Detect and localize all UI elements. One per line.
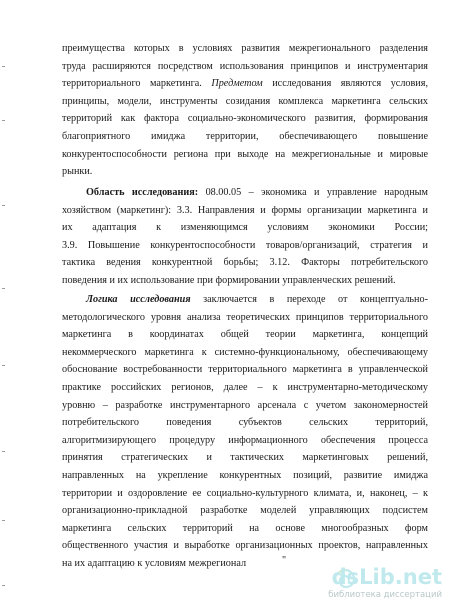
text-line: благоприятного имиджа территории, обеспечивающего повышение	[62, 130, 428, 142]
subject-label: Предметом	[211, 78, 263, 90]
area-label: Область исследования:	[86, 187, 199, 198]
text-fragment: территориального маркетинга.	[62, 78, 202, 90]
text-line	[62, 184, 428, 202]
text-line	[62, 291, 428, 309]
text-fragment: заключается в переходе от концептуально-	[190, 294, 428, 305]
text-line: тактика ведения конкурентной борьбы; 3.12. Факторы потребительского	[62, 257, 428, 269]
text-line: преимущества которых в условиях развития межрегионального разделения	[62, 43, 428, 54]
text-line: организационно-прикладной разработке моделей управляющих подсистем	[62, 505, 428, 517]
text-line: потребительского поведения субъектов сельских территорий,	[62, 417, 428, 429]
text-line: уровню – разработке инструментарного арсенала с учетом закономерностей	[62, 399, 428, 411]
text-line: маркетинга в координатах общей теории маркетинга, концепций	[62, 329, 428, 341]
research-logic-paragraph	[62, 291, 428, 573]
dslib-watermark	[328, 565, 442, 605]
text-line: некоммерческого маркетинга к системно-функциональному, обеспечивающему	[62, 346, 428, 358]
watermark-logo-text: dsLib.net	[331, 565, 442, 589]
text-line: направленных на укрепление конкурентных позиций, развитие имиджа	[62, 469, 428, 481]
text-line: территории и оздоровление ее социально-культурного климата, и, наконец, – к	[62, 487, 428, 499]
text-line: методологического уровня анализа теоретических принципов территориального	[62, 311, 428, 323]
watermark-subtitle: библиотека диссертаций	[328, 590, 442, 600]
text-line: принятия стратегических и тактических маркетинговых решений,	[62, 452, 428, 464]
logic-label: Логика исследования	[86, 294, 191, 305]
text-line: обоснование востребованности территориального маркетинга в управленческой	[62, 364, 428, 376]
text-line: поведения и их использование при формировании управленческих решений.	[62, 274, 396, 286]
text-line: их адаптация к изменяющимся условиям экономики России;	[62, 222, 428, 234]
text-line: практике российских регионов, далее – к инструментарно-методическому	[62, 381, 428, 393]
text-line: рынки.	[62, 166, 93, 178]
text-line: маркетинга сельских территорий на основе многообразных форм	[62, 522, 428, 534]
text-line: труда расширяются посредством использования принципов и инструментария	[62, 60, 428, 72]
text-line: на их адаптацию к условиям межрегионал	[62, 557, 247, 569]
scan-margin-marks	[2, 0, 10, 611]
subject-paragraph	[62, 40, 428, 181]
research-area-paragraph	[62, 184, 428, 290]
text-line: хозяйством (маркетинг): 3.3. Направления и формы организации маркетинга и	[62, 204, 428, 216]
text-fragment: исследования являются условия,	[262, 78, 428, 90]
text-line: общественного участия и выработке организационных проектов, направленных	[62, 540, 428, 552]
text-line: алгоритмизирующего процедуру информационного обеспечения процесса	[62, 434, 428, 446]
text-line: принципы, модели, инструменты созидания комплекса маркетинга сельских	[62, 95, 428, 107]
text-fragment: 08.00.05 – экономика и управление народным	[198, 187, 428, 198]
text-line: конкурентоспособности региона при выходе на межрегиональные и мировые	[62, 148, 428, 160]
text-line: 3.9. Повышение конкурентоспособности товаров/организаций, стратегия и	[62, 239, 428, 251]
text-line	[62, 75, 428, 93]
text-line: территорий как фактора социально-экономического развития, формирования	[62, 113, 428, 125]
stray-quote-mark: "	[282, 555, 287, 566]
